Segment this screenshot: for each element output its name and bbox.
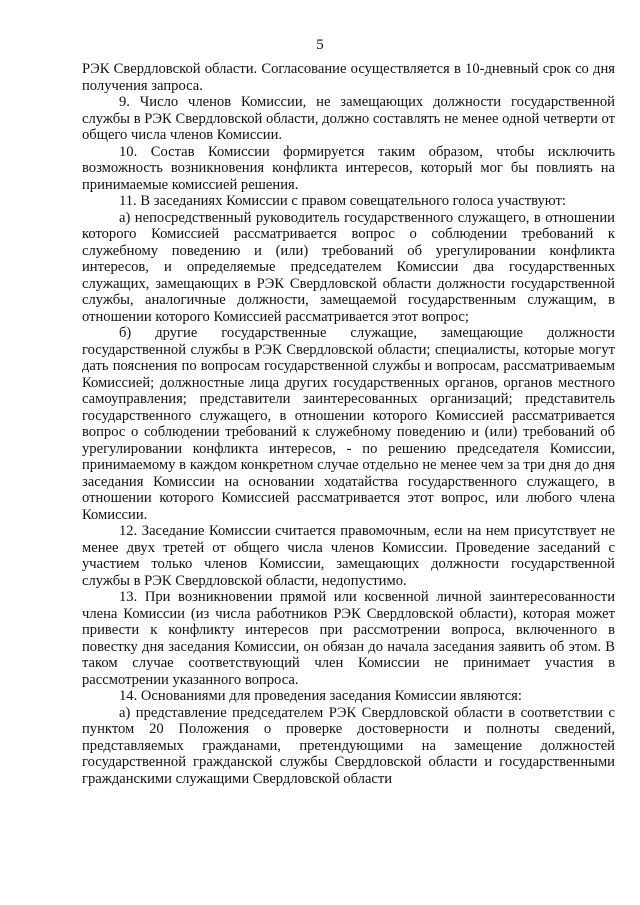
paragraph-item-11: 11. В заседаниях Комиссии с правом совещательного голоса участвуют:: [119, 193, 566, 209]
paragraph-item-10: 10. Состав Комиссии формируется таким образом, чтобы исключить возможность возникновения конфликта интересов, который мог бы повлиять на принимаемые комиссией решения.: [82, 143, 615, 193]
paragraph-item-12: 12. Заседание Комиссии считается правомочным, если на нем присутствует не менее двух третей от общего числа членов Комиссии. Проведение заседаний с участием только членов Комиссии, замещающих должности государственной службы в РЭК Свердловской области, недопустимо.: [82, 523, 615, 589]
paragraph-item-13: 13. При возникновении прямой или косвенной личной заинтересованности члена Комиссии (из числа работников РЭК Свердловской области), которая может привести к конфликту интересов при рассмотрении вопроса, включенного в повестку дня заседания Комиссии, он обязан до начала заседания заявить об этом. В таком случае соответствующий член Комиссии не принимает участия в рассмотрении указанного вопроса.: [82, 589, 615, 688]
page-number: 5: [316, 37, 324, 53]
document-body: [82, 61, 615, 787]
paragraph-item-14: 14. Основаниями для проведения заседания Комиссии являются:: [119, 688, 522, 704]
paragraph-item-11b: б) другие государственные служащие, замещающие должности государственной службы в РЭК Свердловской области; специалисты, которые могут дать пояснения по вопросам государственной службы и вопросам, рассматриваемым Комиссией; должностные лица других государственных органов, органов местного самоуправления; представители заинтересованных организаций; представитель государственного служащего, в отношении которого Комиссией рассматривается вопрос о соблюдении требований к служебному поведению и (или) требований об урегулировании конфликта интересов, - по решению председателя Комиссии, принимаемому в каждом конкретном случае отдельно не менее чем за три дня до дня заседания Комиссии на основании ходатайства государственного служащего, в отношении которого Комиссией рассматривается этот вопрос, или любого члена Комиссии.: [82, 325, 615, 523]
paragraph-item-9: 9. Число членов Комиссии, не замещающих должности государственной службы в РЭК Свердловской области, должно составлять не менее одной четверти от общего числа членов Комиссии.: [82, 94, 615, 143]
paragraph-continuation: РЭК Свердловской области. Согласование осуществляется в 10-дневный срок со дня получения запроса.: [82, 61, 615, 94]
paragraph-item-14a: а) представление председателем РЭК Свердловской области в соответствии с пунктом 20 Положения о проверке достоверности и полноты сведений, представляемых гражданами, претендующими на замещение должностей государственной гражданской службы Свердловской области и государственными гражданскими служащими Свердловской области: [82, 704, 615, 787]
paragraph-item-11a: а) непосредственный руководитель государственного служащего, в отношении которого Комиссией рассматривается вопрос о соблюдении требований к служебному поведению и (или) требований об урегулировании конфликта интересов, и определяемые председателем Комиссии два государственных служащих, замещающих в РЭК Свердловской области должности государственной службы, аналогичные должности, замещаемой государственным служащим, в отношении которого Комиссией рассматривается этот вопрос;: [82, 209, 615, 325]
